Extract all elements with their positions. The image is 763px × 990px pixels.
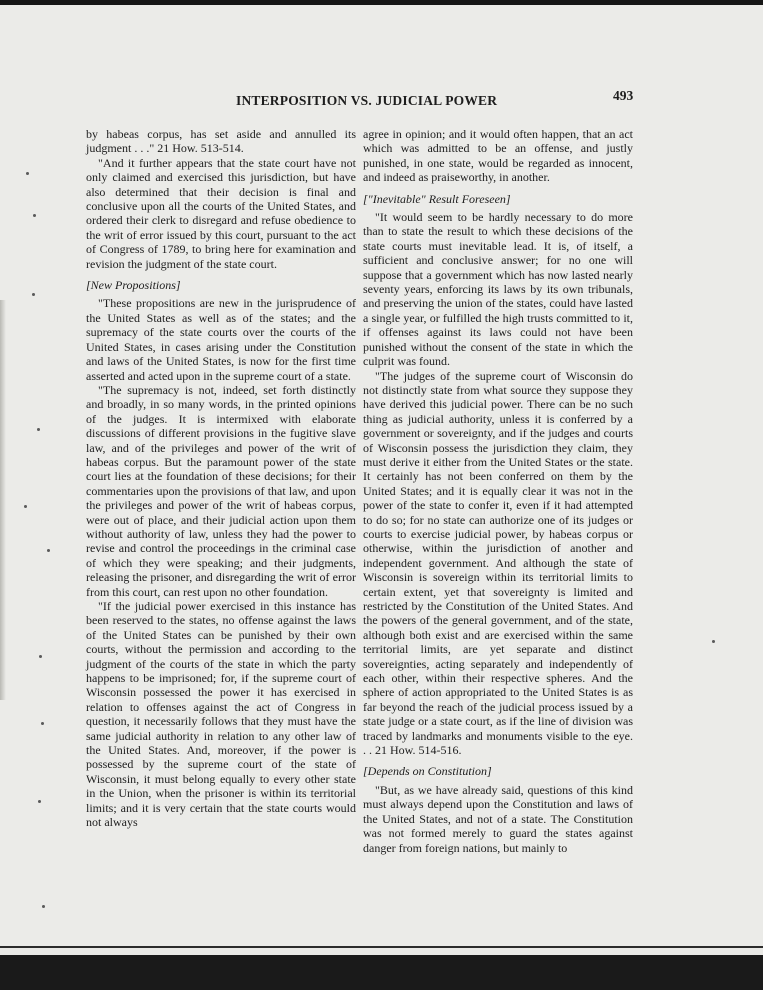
paragraph: "It would seem to be hardly necessary to do more than to state the result to which these decisions of the state courts must inevitable lead. It is, of itself, a sufficient and conclusive answer; for no one will suppose that a government which has now lasted nearly seventy years, enforcing its laws by its own tribunals, and preserving the union of the states, could have lasted a single year, or fulfilled the high trusts committed to it, if offenses against its laws could not have been punished without the consent of the state in which the culprit was found.: [363, 210, 633, 369]
scan-speck: [24, 505, 27, 508]
scan-top-edge: [0, 0, 763, 5]
scan-speck: [32, 293, 35, 296]
paragraph: "But, as we have already said, questions of this kind must always depend upon the Constitution and laws of the United States, and not of a state. The Constitution was not formed merely to guard the states against danger from foreign nations, but mainly to: [363, 782, 633, 855]
scan-speck: [47, 549, 50, 552]
page-number: 493: [613, 88, 634, 103]
scan-speck: [38, 800, 41, 803]
paragraph: agree in opinion; and it would often happen, that an act which was admitted to be an offense, and justly punished, in one state, would be regarded as innocent, and indeed as praiseworthy, in another.: [363, 127, 633, 185]
right-column: [363, 127, 633, 855]
scan-bottom-edge: [0, 946, 763, 990]
section-subhead: [New Propositions]: [86, 278, 181, 293]
scan-speck: [42, 905, 45, 908]
left-column: [86, 127, 356, 830]
scan-speck: [39, 655, 42, 658]
scan-speck: [26, 172, 29, 175]
section-subhead: [Depends on Constitution]: [363, 764, 492, 779]
paragraph: "If the judicial power exercised in this instance has been reserved to the states, no offense against the laws of the United States can be punished by their own courts, without the permission and according to the judgment of the courts of the state in which the party happens to be imprisoned; for, if the supreme court of Wisconsin possessed the power it has exercised in relation to offenses against the act of Congress in question, it necessarily follows that they must have the same judicial authority in relation to any other law of the United States. And, moreover, if the power is possessed by the supreme court of the state of Wisconsin, it must belong equally to every other state in the Union, when the prisoner is within its territorial limits; and it is very certain that the state courts would not always: [86, 599, 356, 830]
scan-speck: [712, 640, 715, 643]
scan-speck: [37, 428, 40, 431]
paragraph: by habeas corpus, has set aside and annulled its judgment . . ." 21 How. 513-514.: [86, 127, 356, 156]
running-header: INTERPOSITION VS. JUDICIAL POWER: [236, 93, 498, 108]
paragraph: "The supremacy is not, indeed, set forth distinctly and broadly, in so many words, in the printed opinions of the judges. It is intermixed with elaborate discussions of different provisions in the fugitive slave law, and of the privileges and power of the writ of habeas corpus. But the paramount power of the state court lies at the foundation of these decisions; for their commentaries upon the provisions of that law, and upon the privileges and power of the writ of habeas corpus, were out of place, and their judicial action upon them without authority of law, unless they had the power to revise and control the proceedings in the criminal case of which they were speaking; and their judgments, releasing the prisoner, and disregarding the writ of error from this court, can rest upon no other foundation.: [86, 382, 356, 599]
scan-speck: [41, 722, 44, 725]
paragraph: "These propositions are new in the jurisprudence of the United States as well as of the states; and the supremacy of the state courts over the courts of the United States, in cases arising under the Constitution and laws of the United States, is now for the first time asserted and acted upon in the supreme court of a state.: [86, 296, 356, 383]
paragraph: "And it further appears that the state court have not only claimed and exercised this jurisdiction, but have also determined that their decision is final and conclusive upon all the courts of the United States, and ordered their clerk to disregard and refuse obedience to the writ of error issued by this court, pursuant to the act of Congress of 1789, to bring here for examination and revision the judgment of the state court.: [86, 155, 356, 271]
page-gutter-shadow: [0, 300, 6, 700]
scan-speck: [33, 214, 36, 217]
section-subhead: ["Inevitable" Result Foreseen]: [363, 191, 511, 206]
paragraph: "The judges of the supreme court of Wisconsin do not distinctly state from what source they suppose they have derived this judicial power. There can be no such thing as judicial authority, unless it is conferred by a government or sovereignty, and if the judges and courts of Wisconsin possess the jurisdiction they claim, they must derive it either from the United States or the state. It certainly has not been conferred on them by the United States; and it is equally clear it was not in the power of the state to confer it, even if it had attempted to do so; for no state can authorize one of its judges or courts to exercise judicial power, by habeas corpus or otherwise, within the jurisdiction of another and independent government. And although the state of Wisconsin is sovereign within its territorial limits to certain extent, yet that sovereignty is limited and restricted by the Constitution of the United States. And the powers of the general government, and of the state, although both exist and are exercised within the same territorial limits, are yet separate and distinct sovereignties, acting separately and independently of each other, within their respective spheres. And the sphere of action appropriated to the United States is as far beyond the reach of the judicial process issued by a state judge or a state court, as if the line of division was traced by landmarks and monuments visible to the eye. . . 21 How. 514-516.: [363, 368, 633, 758]
